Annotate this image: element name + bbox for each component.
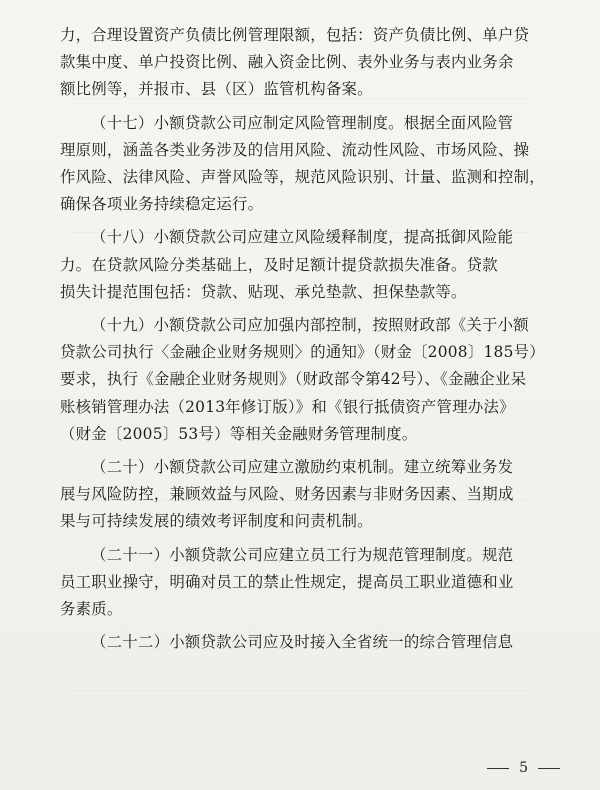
text-line: 损失计提范围包括：贷款、贴现、承兑垫款、担保垫款等。 xyxy=(60,282,467,301)
text-line: （二十二）小额贷款公司应及时接入全省统一的综合管理信息 xyxy=(91,633,514,652)
paragraph-capital-ratio xyxy=(60,22,560,104)
paragraph-22-information-system xyxy=(60,629,560,656)
page-footer xyxy=(487,760,560,776)
text-line: 要求，执行《金融企业财务规则》（财政部令第42号）、《金融企业呆 xyxy=(60,370,527,389)
paragraph-20-incentive-mechanism xyxy=(60,454,560,536)
paragraph-18-risk-mitigation xyxy=(60,224,560,306)
text-line: 作风险、法律风险、声誉风险等，规范风险识别、计量、监测和控制， xyxy=(60,168,545,187)
text-line: （财金〔2005〕53号）等相关金融财务管理制度。 xyxy=(60,424,418,443)
paragraph-17-risk-management xyxy=(60,110,560,219)
text-line: 贷款公司执行〈金融企业财务规则〉的通知》（财金〔2008〕185号） xyxy=(60,343,545,362)
text-line: （二十一）小额贷款公司应建立员工行为规范管理制度。规范 xyxy=(91,545,514,564)
text-line: 确保各项业务持续稳定运行。 xyxy=(60,195,264,214)
footer-dash-left xyxy=(487,768,509,769)
text-line: 果与可持续发展的绩效考评制度和问责机制。 xyxy=(60,512,373,531)
page-number: 5 xyxy=(519,760,528,776)
text-line: （十八）小额贷款公司应建立风险缓释制度，提高抵御风险能 xyxy=(91,228,514,247)
text-line: （十七）小额贷款公司应制定风险管理制度。根据全面风险管 xyxy=(91,113,514,132)
paragraph-21-employee-conduct xyxy=(60,542,560,624)
text-line: 额比例等，并报市、县（区）监管机构备案。 xyxy=(60,80,373,99)
text-line: 展与风险防控，兼顾效益与风险、财务因素与非财务因素、当期成 xyxy=(60,485,514,504)
text-line: （十九）小额贷款公司应加强内部控制，按照财政部《关于小额 xyxy=(91,316,529,335)
text-line: 账核销管理办法（2013年修订版）》和《银行抵债资产管理办法》 xyxy=(60,397,515,416)
text-line: （二十）小额贷款公司应建立激励约束机制。建立统筹业务发 xyxy=(91,458,514,477)
paragraph-19-internal-control xyxy=(60,312,560,448)
text-line: 务素质。 xyxy=(60,600,123,619)
text-line: 款集中度、单户投资比例、融入资金比例、表外业务与表内业务余 xyxy=(60,53,514,72)
text-line: 员工职业操守，明确对员工的禁止性规定，提高员工职业道德和业 xyxy=(60,572,514,591)
document-body xyxy=(60,22,560,662)
text-line: 理原则，涵盖各类业务涉及的信用风险、流动性风险、市场风险、操 xyxy=(60,140,530,159)
text-line: 力，合理设置资产负债比例管理限额，包括：资产负债比例、单户贷 xyxy=(60,26,530,44)
footer-dash-right xyxy=(538,768,560,769)
text-line: 力。在贷款风险分类基础上，及时足额计提贷款损失准备。贷款 xyxy=(60,255,498,274)
bleed-through-mark xyxy=(70,690,530,691)
